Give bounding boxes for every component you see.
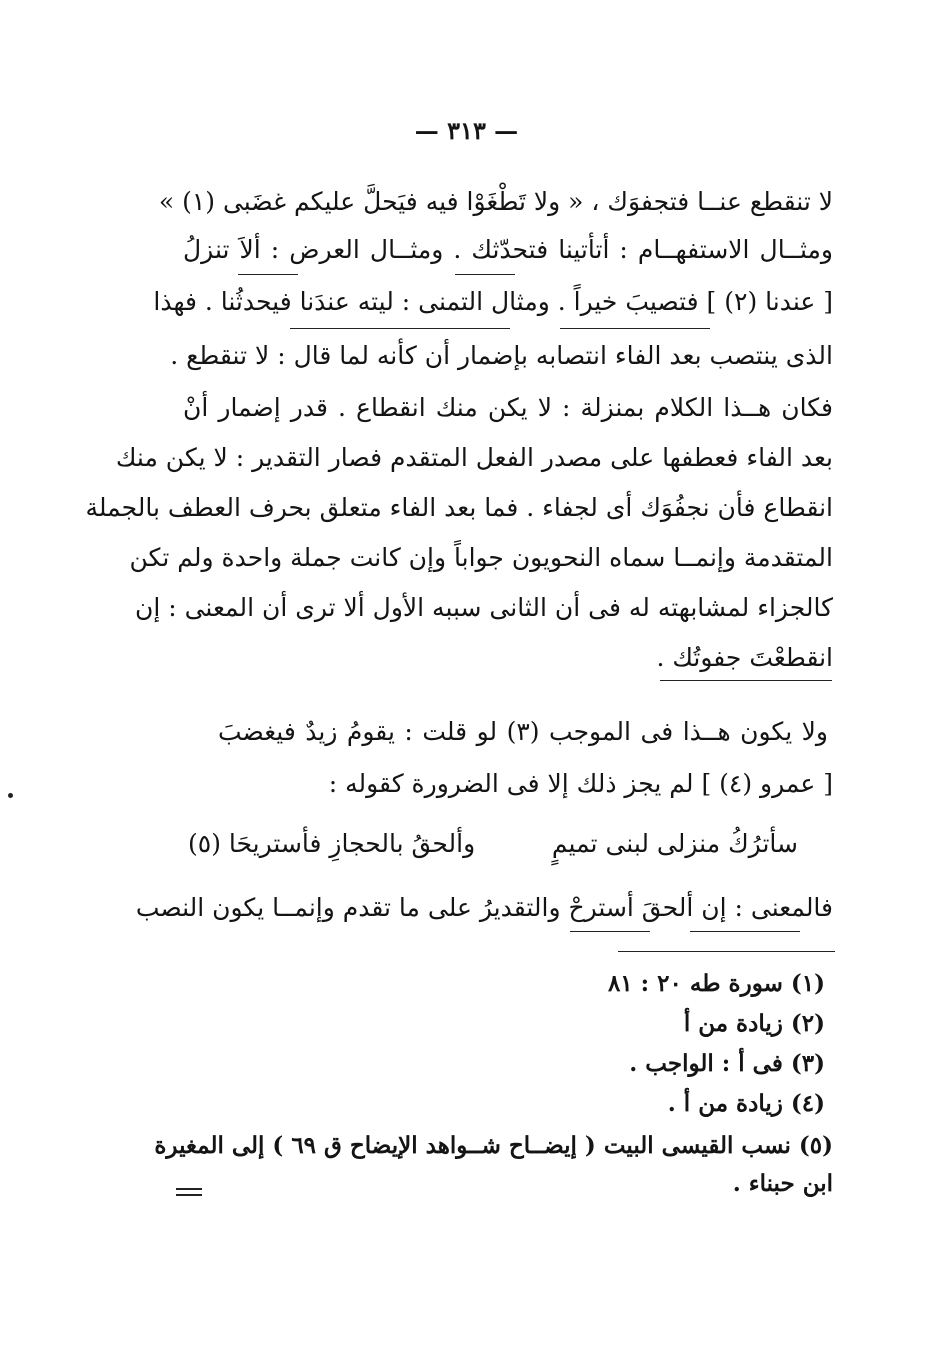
verse-first-hemistich: سأترُكُ منزلى لبنى تميمٍ [551,829,798,858]
body-line: انقطاع فأن نجفُوَك أى لجفاء . فما بعد الفاء متعلق بحرف العطف بالجملة [85,493,833,522]
body-line: فالمعنى : إن ألحقَ أسترحْ والتقديرُ على ما تقدم وإنمــا يكون النصب [135,893,833,922]
body-line: كالجزاء لمشابهته له فى أن الثانى سببه الأول ألا ترى أن المعنى : إن [134,593,833,622]
body-line: فكان هــذا الكلام بمنزلة : لا يكن منك انقطاع . قدر إضمار أنْ [183,393,833,422]
underline-mark [560,328,710,329]
underline-mark [570,931,650,932]
scan-speck [8,793,13,798]
footnote: (٢) زيادة من أ [683,1010,825,1037]
body-line: الذى ينتصب بعد الفاء انتصابه بإضمار أن كأنه لما قال : لا تنقطع . [170,341,833,370]
footnote: (٥) نسب القيسى البيت ( إيضــاح شــواهد الإيضاح ق ٦٩ ) إلى المغيرة [154,1132,833,1159]
underline-mark [290,328,510,329]
verse-second-hemistich: وألحقُ بالحجازِ فأستريحَا (٥) [188,829,476,858]
footnote: (١) سورة طه ٢٠ : ٨١ [607,970,825,997]
body-line: ولا يكون هــذا فى الموجب (٣) لو قلت : يقومُ زيدٌ فيغضبَ [218,717,828,746]
footnote: (٣) فى أ : الواجب . [629,1050,825,1077]
page-number: — ٣١٣ — [414,116,519,145]
underline-mark [455,274,515,275]
body-line: [ عمرو (٤) ] لم يجز ذلك إلا فى الضرورة كقوله : [328,769,833,798]
underline-mark [660,680,832,681]
body-line: انقطعْتَ جفوتُك . [656,643,833,672]
body-line: ومثــال الاستفهــام : أتأتينا فتحدّثك . ومثــال العرض : ألاَ تنزلُ [183,235,833,264]
end-mark [176,1188,202,1200]
body-line: [ عندنا (٢) ] فتصيبَ خيراً . ومثال التمنى : ليته عندَنا فيحدثُنا . فهذا [153,287,833,316]
footnote: ابن حبناء . [732,1170,833,1197]
underline-mark [690,931,800,932]
verse [188,824,798,864]
underline-mark [238,274,298,275]
body-line: المتقدمة وإنمــا سماه النحويون جواباً وإن كانت جملة واحدة ولم تكن [129,543,833,572]
body-line: لا تنقطع عنــا فتجفوَك ، « ولا تَطْغَوْا فيه فيَحلَّ عليكم غضَبى (١) » [158,187,833,216]
body-line: بعد الفاء فعطفها على مصدر الفعل المتقدم فصار التقدير : لا يكن منك [115,443,833,472]
footnote-separator [618,951,835,952]
footnote: (٤) زيادة من أ . [667,1090,825,1117]
